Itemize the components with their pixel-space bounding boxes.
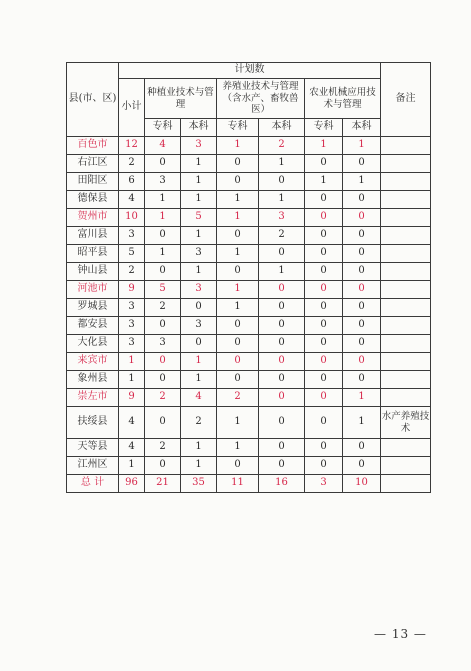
region-name-cell: 崇左市 — [67, 389, 119, 407]
city-row — [67, 389, 431, 407]
region-name-cell: 象州县 — [67, 371, 119, 389]
subtotal-cell: 4 — [119, 439, 145, 457]
region-name-cell: 德保县 — [67, 191, 119, 209]
subtotal-cell: 3 — [119, 335, 145, 353]
region-name-cell: 天等县 — [67, 439, 119, 457]
region-name-cell: 扶绥县 — [67, 407, 119, 439]
subtotal-cell: 2 — [119, 155, 145, 173]
value-cell: 1 — [145, 209, 181, 227]
value-cell: 1 — [181, 191, 217, 209]
value-cell: 0 — [259, 407, 305, 439]
value-cell: 0 — [145, 317, 181, 335]
remark-cell — [381, 137, 431, 155]
value-cell: 16 — [259, 475, 305, 493]
value-cell: 0 — [259, 457, 305, 475]
value-cell: 0 — [217, 173, 259, 191]
header-level: 本科 — [259, 119, 305, 137]
subtotal-cell: 3 — [119, 299, 145, 317]
value-cell: 0 — [145, 263, 181, 281]
remark-cell — [381, 457, 431, 475]
header-level: 专科 — [217, 119, 259, 137]
value-cell: 3 — [181, 281, 217, 299]
value-cell: 0 — [305, 227, 343, 245]
value-cell: 1 — [259, 191, 305, 209]
subtotal-cell: 96 — [119, 475, 145, 493]
value-cell: 0 — [259, 439, 305, 457]
value-cell: 1 — [217, 299, 259, 317]
remark-cell — [381, 299, 431, 317]
remark-cell — [381, 227, 431, 245]
value-cell: 0 — [305, 299, 343, 317]
value-cell: 3 — [145, 173, 181, 191]
remark-cell — [381, 335, 431, 353]
table-row — [67, 457, 431, 475]
value-cell: 0 — [217, 317, 259, 335]
header-level: 本科 — [343, 119, 381, 137]
value-cell: 0 — [305, 407, 343, 439]
table-body — [67, 137, 431, 493]
remark-cell — [381, 371, 431, 389]
region-name-cell: 都安县 — [67, 317, 119, 335]
header-plan-count: 计划数 — [119, 63, 381, 79]
remark-cell — [381, 475, 431, 493]
table-row — [67, 407, 431, 439]
region-name-cell: 昭平县 — [67, 245, 119, 263]
page-number: — 13 — — [374, 627, 427, 641]
header-subtotal: 小计 — [119, 79, 145, 137]
value-cell: 3 — [181, 317, 217, 335]
value-cell: 1 — [181, 457, 217, 475]
value-cell: 5 — [145, 281, 181, 299]
value-cell: 0 — [259, 335, 305, 353]
value-cell: 0 — [259, 317, 305, 335]
subtotal-cell: 9 — [119, 281, 145, 299]
region-name-cell: 百色市 — [67, 137, 119, 155]
value-cell: 0 — [259, 281, 305, 299]
remark-cell — [381, 281, 431, 299]
header-remarks: 备注 — [381, 63, 431, 137]
value-cell: 0 — [343, 335, 381, 353]
value-cell: 0 — [259, 371, 305, 389]
header-region: 县(市、区) — [67, 63, 119, 137]
value-cell: 0 — [217, 227, 259, 245]
value-cell: 3 — [145, 335, 181, 353]
value-cell: 1 — [145, 245, 181, 263]
remark-cell — [381, 353, 431, 371]
region-name-cell: 田阳区 — [67, 173, 119, 191]
region-name-cell: 贺州市 — [67, 209, 119, 227]
table-row — [67, 155, 431, 173]
value-cell: 0 — [217, 353, 259, 371]
remark-cell — [381, 317, 431, 335]
value-cell: 10 — [343, 475, 381, 493]
value-cell: 1 — [343, 407, 381, 439]
value-cell: 0 — [305, 353, 343, 371]
value-cell: 0 — [343, 245, 381, 263]
value-cell: 4 — [181, 389, 217, 407]
value-cell: 1 — [181, 263, 217, 281]
table-row — [67, 173, 431, 191]
city-row — [67, 353, 431, 371]
value-cell: 2 — [145, 389, 181, 407]
value-cell: 1 — [217, 137, 259, 155]
value-cell: 3 — [181, 245, 217, 263]
value-cell: 11 — [217, 475, 259, 493]
value-cell: 0 — [343, 317, 381, 335]
total-row — [67, 475, 431, 493]
table-row — [67, 299, 431, 317]
value-cell: 0 — [145, 457, 181, 475]
value-cell: 0 — [343, 191, 381, 209]
subtotal-cell: 4 — [119, 407, 145, 439]
value-cell: 2 — [145, 439, 181, 457]
value-cell: 1 — [259, 263, 305, 281]
value-cell: 1 — [217, 407, 259, 439]
value-cell: 1 — [217, 209, 259, 227]
remark-cell — [381, 173, 431, 191]
subtotal-cell: 3 — [119, 227, 145, 245]
value-cell: 0 — [343, 263, 381, 281]
value-cell: 3 — [305, 475, 343, 493]
value-cell: 0 — [145, 407, 181, 439]
subtotal-cell: 2 — [119, 263, 145, 281]
value-cell: 1 — [217, 439, 259, 457]
value-cell: 3 — [259, 209, 305, 227]
value-cell: 2 — [181, 407, 217, 439]
value-cell: 5 — [181, 209, 217, 227]
header-level: 本科 — [181, 119, 217, 137]
value-cell: 0 — [145, 353, 181, 371]
value-cell: 1 — [217, 245, 259, 263]
value-cell: 0 — [305, 263, 343, 281]
table-row — [67, 245, 431, 263]
value-cell: 2 — [217, 389, 259, 407]
value-cell: 1 — [259, 155, 305, 173]
region-name-cell: 来宾市 — [67, 353, 119, 371]
value-cell: 0 — [181, 335, 217, 353]
value-cell: 0 — [259, 245, 305, 263]
remark-cell — [381, 209, 431, 227]
value-cell: 0 — [145, 227, 181, 245]
value-cell: 0 — [145, 371, 181, 389]
table-row — [67, 191, 431, 209]
value-cell: 0 — [343, 371, 381, 389]
value-cell: 0 — [305, 209, 343, 227]
value-cell: 35 — [181, 475, 217, 493]
value-cell: 0 — [305, 439, 343, 457]
value-cell: 1 — [305, 173, 343, 191]
value-cell: 0 — [305, 457, 343, 475]
remark-cell — [381, 191, 431, 209]
value-cell: 1 — [217, 281, 259, 299]
header-level: 专科 — [305, 119, 343, 137]
subtotal-cell: 12 — [119, 137, 145, 155]
region-name-cell: 总 计 — [67, 475, 119, 493]
city-row — [67, 281, 431, 299]
value-cell: 4 — [145, 137, 181, 155]
value-cell: 1 — [181, 371, 217, 389]
remark-cell — [381, 245, 431, 263]
subtotal-cell: 5 — [119, 245, 145, 263]
value-cell: 1 — [343, 389, 381, 407]
header-major-breeding: 养殖业技术与管理（含水产、畜牧兽医） — [217, 79, 305, 119]
value-cell: 0 — [217, 335, 259, 353]
table-row — [67, 371, 431, 389]
value-cell: 0 — [259, 299, 305, 317]
value-cell: 0 — [343, 281, 381, 299]
value-cell: 0 — [343, 227, 381, 245]
value-cell: 1 — [343, 137, 381, 155]
header-major-machinery: 农业机械应用技术与管理 — [305, 79, 381, 119]
value-cell: 0 — [305, 389, 343, 407]
value-cell: 0 — [145, 155, 181, 173]
region-name-cell: 钟山县 — [67, 263, 119, 281]
value-cell: 1 — [181, 353, 217, 371]
plan-table — [66, 62, 431, 493]
value-cell: 0 — [305, 317, 343, 335]
value-cell: 2 — [145, 299, 181, 317]
city-row — [67, 209, 431, 227]
value-cell: 0 — [343, 439, 381, 457]
value-cell: 3 — [181, 137, 217, 155]
value-cell: 1 — [305, 137, 343, 155]
subtotal-cell: 1 — [119, 457, 145, 475]
subtotal-cell: 10 — [119, 209, 145, 227]
city-row — [67, 137, 431, 155]
region-name-cell: 大化县 — [67, 335, 119, 353]
value-cell: 1 — [181, 173, 217, 191]
value-cell: 0 — [343, 155, 381, 173]
value-cell: 0 — [259, 353, 305, 371]
value-cell: 0 — [217, 263, 259, 281]
remark-cell: 水产养殖技术 — [381, 407, 431, 439]
subtotal-cell: 4 — [119, 191, 145, 209]
value-cell: 2 — [259, 227, 305, 245]
value-cell: 0 — [343, 209, 381, 227]
value-cell: 0 — [343, 353, 381, 371]
region-name-cell: 富川县 — [67, 227, 119, 245]
value-cell: 0 — [305, 155, 343, 173]
region-name-cell: 罗城县 — [67, 299, 119, 317]
value-cell: 1 — [181, 227, 217, 245]
value-cell: 0 — [181, 299, 217, 317]
value-cell: 0 — [305, 335, 343, 353]
subtotal-cell: 1 — [119, 371, 145, 389]
value-cell: 0 — [217, 371, 259, 389]
table-row — [67, 227, 431, 245]
header-level: 专科 — [145, 119, 181, 137]
remark-cell — [381, 155, 431, 173]
region-name-cell: 右江区 — [67, 155, 119, 173]
value-cell: 1 — [181, 155, 217, 173]
value-cell: 0 — [217, 155, 259, 173]
value-cell: 0 — [217, 457, 259, 475]
value-cell: 21 — [145, 475, 181, 493]
subtotal-cell: 9 — [119, 389, 145, 407]
table-row — [67, 439, 431, 457]
remark-cell — [381, 389, 431, 407]
value-cell: 0 — [259, 173, 305, 191]
value-cell: 0 — [343, 457, 381, 475]
remark-cell — [381, 439, 431, 457]
remark-cell — [381, 263, 431, 281]
value-cell: 1 — [181, 439, 217, 457]
table-row — [67, 317, 431, 335]
table-row — [67, 263, 431, 281]
value-cell: 0 — [259, 389, 305, 407]
subtotal-cell: 3 — [119, 317, 145, 335]
value-cell: 2 — [259, 137, 305, 155]
value-cell: 0 — [305, 191, 343, 209]
value-cell: 1 — [343, 173, 381, 191]
region-name-cell: 江州区 — [67, 457, 119, 475]
value-cell: 0 — [343, 299, 381, 317]
value-cell: 0 — [305, 245, 343, 263]
header-major-planting: 种植业技术与管理 — [145, 79, 217, 119]
value-cell: 0 — [305, 371, 343, 389]
value-cell: 0 — [305, 281, 343, 299]
subtotal-cell: 6 — [119, 173, 145, 191]
subtotal-cell: 1 — [119, 353, 145, 371]
table-row — [67, 335, 431, 353]
region-name-cell: 河池市 — [67, 281, 119, 299]
value-cell: 1 — [145, 191, 181, 209]
value-cell: 1 — [217, 191, 259, 209]
